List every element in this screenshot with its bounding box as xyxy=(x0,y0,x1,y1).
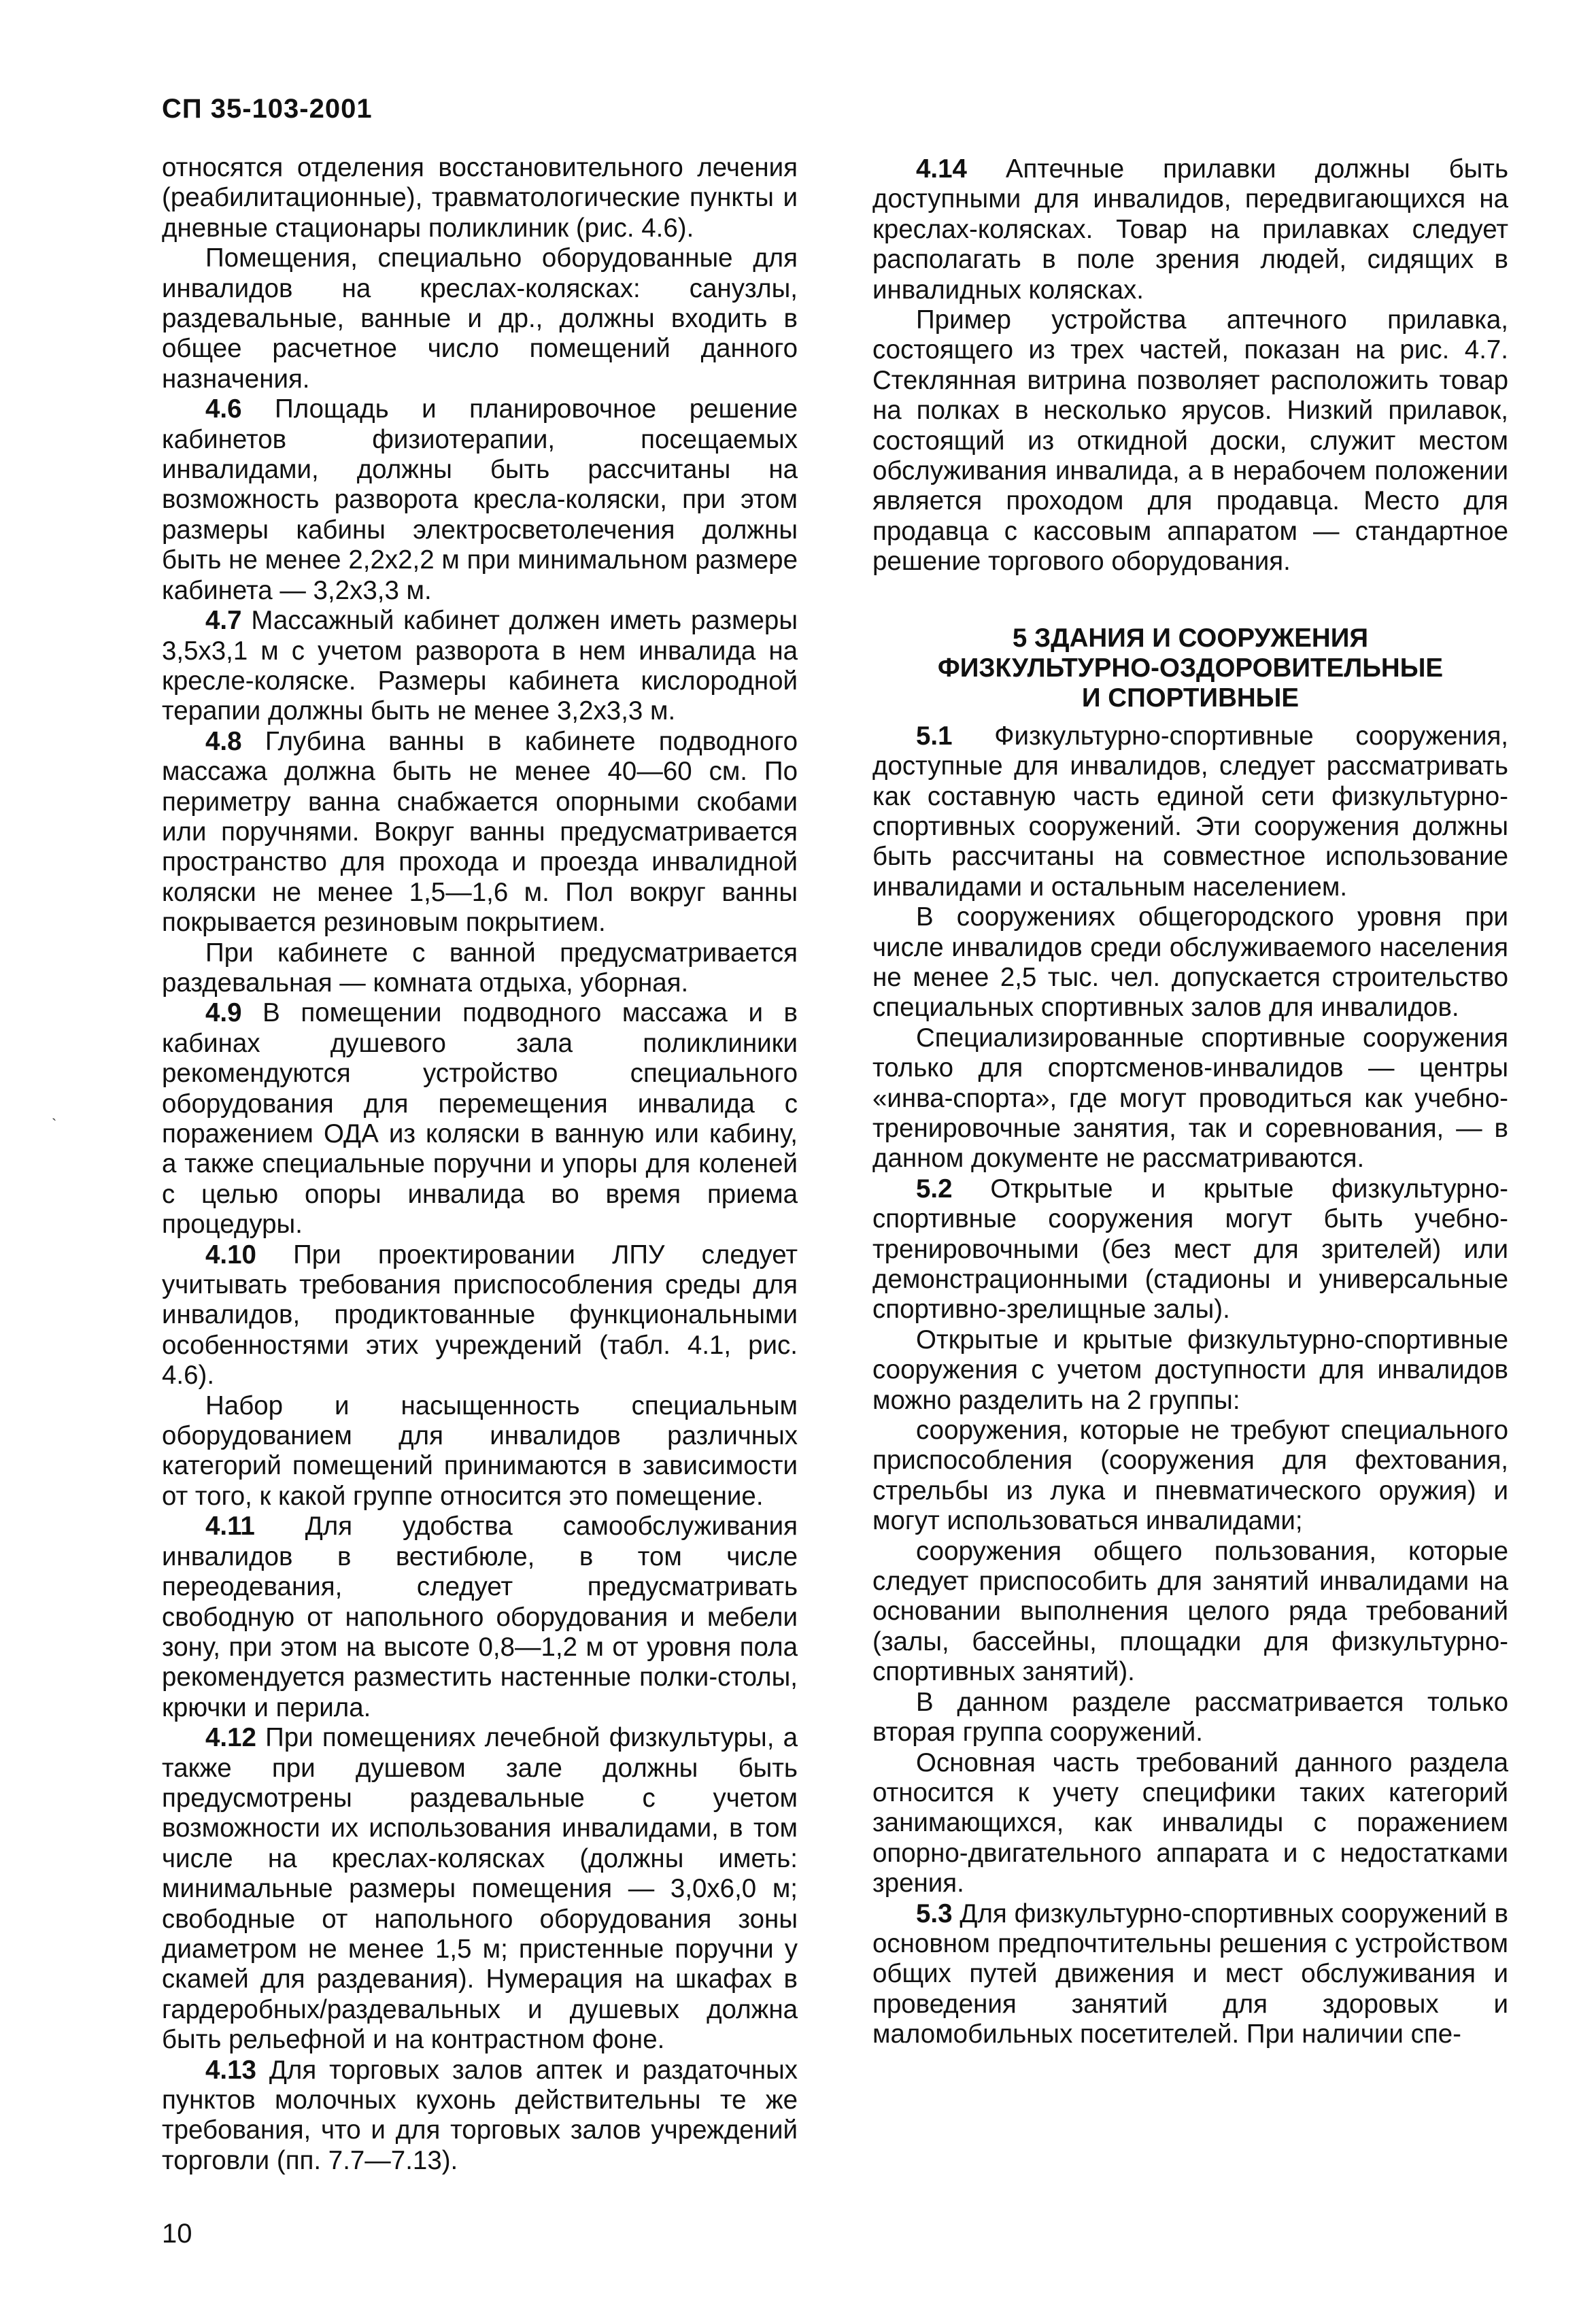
paragraph xyxy=(872,1537,1508,1688)
paragraph xyxy=(872,1174,1508,1325)
paragraph-text: Аптечные прилавки должны быть доступными для инвалидов, передвигающихся на креслах-колясках. Товар на прилавках следует располагать в поле зрения людей, сидящих в инвалидных колясках. xyxy=(872,154,1508,305)
paragraph xyxy=(162,243,798,394)
clause-number: 4.12 xyxy=(205,1723,256,1753)
paragraph-text: Глубина ванны в кабинете подводного массажа должна быть не менее 40—60 см. По периметру ванна снабжается опорными скобами или поручнями. Вокруг ванны предусматривается пространство для прохода и проезда инвалидной коляски не менее 1,5—1,6 м. Пол вокруг ванны покрывается резиновым покрытием. xyxy=(162,726,798,938)
paragraph-text: Набор и насыщенность специальным оборудованием для инвалидов различных категорий помещений принимаются в зависимости от того, к какой группе относится это помещение. xyxy=(162,1391,798,1511)
paragraph xyxy=(872,1748,1508,1899)
left-column xyxy=(162,153,798,2176)
paragraph-text: сооружения, которые не требуют специального приспособления (сооружения для фехтования, стрельбы из лука и пневматического оружия) и могут использоваться инвалидами; xyxy=(872,1416,1508,1536)
paragraph-text: Физкультурно-спортивные сооружения, доступные для инвалидов, следует рассматривать как составную часть единой сети физкультурно-спортивных сооружений. Эти сооружения должны быть рассчитаны на совместное использование инвалидами и остальным населением. xyxy=(872,721,1508,902)
clause-number: 4.8 xyxy=(205,726,242,756)
clause-number: 5.2 xyxy=(916,1174,953,1204)
paragraph-text: Специализированные спортивные сооружения только для спортсменов-инвалидов — центры «инва-спорта», где могут проводиться как учебно-тренировочные занятия, так и соревнования, — в данном документе не рассматриваются. xyxy=(872,1023,1508,1174)
clause-number: 4.11 xyxy=(205,1512,255,1541)
section-heading-line-2: ФИЗКУЛЬТУРНО-ОЗДОРОВИТЕЛЬНЫЕ xyxy=(937,653,1444,683)
clause-number: 4.14 xyxy=(916,154,967,184)
paragraph xyxy=(162,1723,798,2055)
clause-number: 5.1 xyxy=(916,721,953,751)
clause-number: 4.13 xyxy=(205,2055,256,2085)
paragraph-text: В сооружениях общегородского уровня при числе инвалидов среди обслуживаемого населения не менее 2,5 тыс. чел. допускается строительство специальных спортивных залов для инвалидов. xyxy=(872,902,1508,1023)
clause-number: 4.10 xyxy=(205,1240,256,1269)
paragraph-text: В помещении подводного массажа и в кабинах душевого зала поликлиники рекомендуются устройство специального оборудования для перемещения инвалида с поражением ОДА из коляски в ванную или кабину, а также специальные поручни и упоры для коленей с целью опоры инвалида во время приема процедуры. xyxy=(162,998,798,1240)
document-code-header: СП 35-103-2001 xyxy=(162,94,373,124)
paragraph-text: сооружения общего пользования, которые следует приспособить для занятий инвалидами на основании выполнения целого ряда требований (залы, бассейны, площадки для физкультурно-спортивных занятий). xyxy=(872,1536,1508,1687)
stray-mark: ` xyxy=(52,1116,57,1133)
paragraph xyxy=(872,1899,1508,2050)
paragraph xyxy=(162,394,798,606)
paragraph xyxy=(162,606,798,727)
clause-number: 4.9 xyxy=(205,998,242,1028)
clause-number: 5.3 xyxy=(916,1898,953,1928)
paragraph-text: Открытые и крытые физкультурно-спортивные сооружения с учетом доступности для инвалидов можно разделить на 2 группы: xyxy=(872,1325,1508,1415)
section-heading-line-3: И СПОРТИВНЫЕ xyxy=(1081,683,1300,713)
paragraph-text: Пример устройства аптечного прилавка, состоящего из трех частей, показан на рис. 4.7. Стеклянная витрина позволяет расположить товар на полках в несколько ярусов. Низкий прилавок, состоящий из откидной доски, служит местом обслуживания инвалида, а в нерабочем положении является проходом для продавца. Место для продавца с кассовым аппаратом — стандартное решение торгового оборудования. xyxy=(872,305,1508,577)
paragraph xyxy=(162,998,798,1240)
paragraph-text: Помещения, специально оборудованные для инвалидов на креслах-колясках: санузлы, раздевальные, ванные и др., должны входить в общее расчетное число помещений данного назначения. xyxy=(162,243,798,394)
paragraph-text: Для торговых залов аптек и раздаточных пунктов молочных кухонь действительны те же требования, что и для торговых залов учреждений торговли (пп. 7.7—7.13). xyxy=(162,2055,798,2175)
paragraph xyxy=(872,1325,1508,1416)
section-heading xyxy=(872,624,1508,713)
paragraph xyxy=(162,1391,798,1512)
paragraph xyxy=(162,727,798,938)
paragraph-text: При проектировании ЛПУ следует учитывать требования приспособления среды для инвалидов, продиктованные функциональными особенностями этих учреждений (табл. 4.1, рис. 4.6). xyxy=(162,1240,798,1391)
paragraph-text: В данном разделе рассматривается только вторая группа сооружений. xyxy=(872,1687,1508,1748)
clause-number: 4.6 xyxy=(205,394,242,424)
paragraph-text: При помещениях лечебной физкультуры, а также при душевом зале должны быть предусмотрены раздевальные с учетом возможности их использования инвалидами, в том числе на креслах-колясках (должны иметь: минимальные размеры помещения — 3,0х6,0 м; свободные от напольного оборудования зоны диаметром не менее 1,5 м; пристенные поручни у скамей для раздевания). Нумерация на шкафах в гардеробных/раздевальных и душевых должна быть рельефной и на контрастном фоне. xyxy=(162,1723,798,2055)
paragraph xyxy=(872,1688,1508,1748)
right-column-top-paragraphs xyxy=(872,154,1508,577)
paragraph xyxy=(162,2056,798,2177)
section-heading-line-1: 5 ЗДАНИЯ И СООРУЖЕНИЯ xyxy=(1012,623,1369,653)
paragraph-text: При кабинете с ванной предусматривается раздевальная — комната отдыха, уборная. xyxy=(162,938,798,998)
paragraph-text: Открытые и крытые физкультурно-спортивные сооружения могут быть учебно-тренировочными (без мест для зрителей) или демонстрационными (стадионы и универсальные спортивно-зрелищные залы). xyxy=(872,1174,1508,1325)
paragraph xyxy=(872,1416,1508,1537)
paragraph-text: относятся отделения восстановительного лечения (реабилитационные), травматологические пункты и дневные стационары поликлиник (рис. 4.6). xyxy=(162,153,798,243)
paragraph-text: Основная часть требований данного раздела относится к учету специфики таких категорий занимающихся, как инвалиды с поражением опорно-двигательного аппарата и с недостатками зрения. xyxy=(872,1748,1508,1898)
paragraph xyxy=(162,1512,798,1723)
paragraph xyxy=(162,153,798,243)
paragraph-text: Для удобства самообслуживания инвалидов в вестибюле, в том числе переодевания, следует предусматривать свободную от напольного оборудования и мебели зону, при этом на высоте 0,8—1,2 м от уровня пола рекомендуется разместить настенные полки-столы, крючки и перила. xyxy=(162,1512,798,1722)
right-column-bottom-paragraphs xyxy=(872,721,1508,2050)
paragraph xyxy=(872,1023,1508,1174)
page-number: 10 xyxy=(162,2219,192,2249)
paragraph-text: Для физкультурно-спортивных сооружений в основном предпочтительны решения с устройством общих путей движения и мест обслуживания и проведения занятий для здоровых и маломобильных посетителей. При наличии спе- xyxy=(872,1898,1508,2049)
paragraph xyxy=(872,902,1508,1023)
paragraph xyxy=(872,305,1508,577)
paragraph-text: Площадь и планировочное решение кабинетов физиотерапии, посещаемых инвалидами, должны быть рассчитаны на возможность разворота кресла-коляски, при этом размеры кабины электросветолечения должны быть не менее 2,2х2,2 м при минимальном размере кабинета — 3,2х3,3 м. xyxy=(162,394,798,605)
paragraph xyxy=(162,1240,798,1391)
paragraph-text: Массажный кабинет должен иметь размеры 3,5х3,1 м с учетом разворота в нем инвалида на кресле-коляске. Размеры кабинета кислородной терапии должны быть не менее 3,2х3,3 м. xyxy=(162,606,798,726)
paragraph xyxy=(872,721,1508,902)
paragraph xyxy=(162,938,798,999)
left-column-paragraphs xyxy=(162,153,798,2176)
right-column xyxy=(872,153,1508,2050)
paragraph xyxy=(872,154,1508,305)
right-column-content xyxy=(872,153,1508,2050)
clause-number: 4.7 xyxy=(205,606,242,636)
